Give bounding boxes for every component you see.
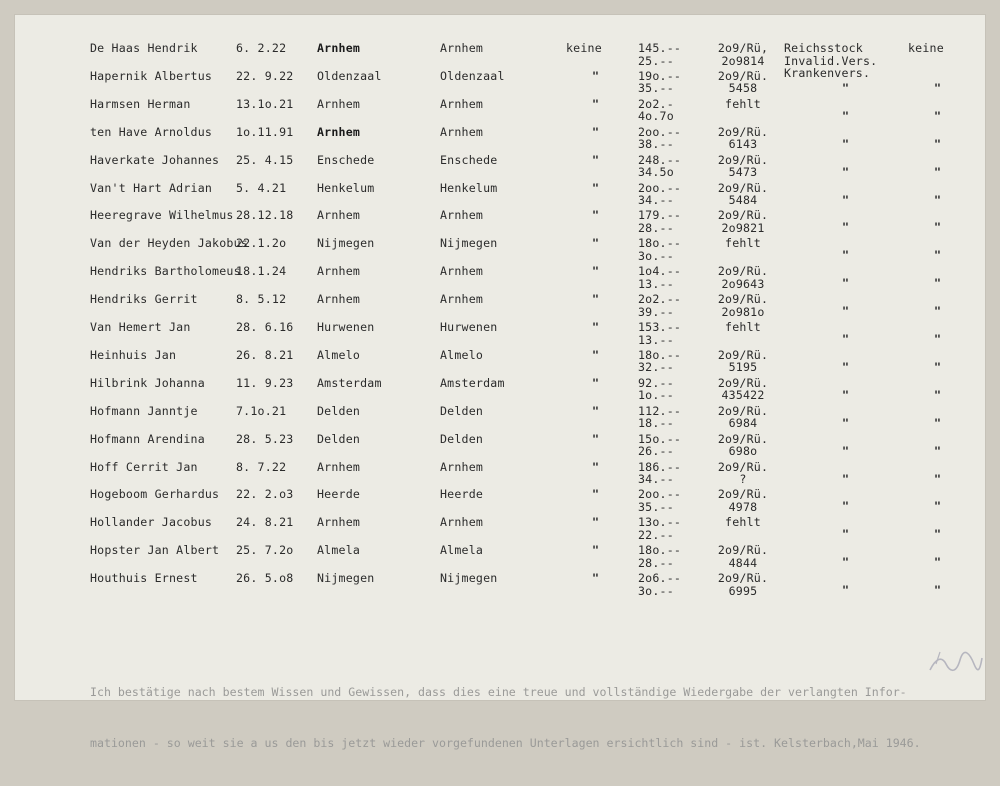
amounts: [638, 572, 681, 597]
insurance: ": [842, 499, 850, 514]
reference-number: [712, 544, 774, 569]
birthplace: Oldenzaal: [317, 68, 382, 83]
amount-primary: 1o4.--: [638, 264, 682, 279]
status-column: ": [592, 152, 600, 167]
birth-date: 26. 8.21: [236, 347, 294, 362]
amount-primary: 2o2.--: [638, 292, 682, 307]
reference-line-1: 2o9/Rü.: [717, 431, 769, 446]
insurance: ": [842, 304, 850, 319]
birth-date: 26. 5.o8: [236, 571, 294, 586]
record-row: [14, 405, 986, 433]
birth-date: 28. 6.16: [236, 320, 294, 334]
reference-line-2: 5473: [728, 165, 758, 180]
reference-number: [712, 98, 774, 111]
reference-line-2: 435422: [721, 388, 765, 403]
record-row: [14, 544, 986, 572]
last-column: ": [934, 332, 942, 346]
amounts: [638, 293, 681, 318]
birthplace: Nijmegen: [317, 571, 375, 586]
last-column: ": [934, 80, 942, 95]
reference-line-1: 2o9/Rü,: [717, 41, 769, 55]
status-column: ": [592, 208, 600, 223]
last-column: ": [934, 220, 942, 235]
person-name: Van Hemert Jan: [90, 320, 191, 334]
reference-line-2: 4978: [728, 499, 758, 514]
status-column: ": [592, 320, 600, 334]
amounts: [638, 377, 674, 402]
reference-line-1: 2o9/Rü.: [717, 571, 769, 586]
status-column: ": [592, 236, 600, 251]
status-column: ": [592, 124, 600, 139]
person-name: Hendriks Bartholomeus: [90, 264, 241, 279]
record-row: [14, 98, 986, 126]
reference-line-1: 2o9/Rü.: [717, 208, 769, 223]
insurance: ": [842, 248, 850, 263]
reference-number: [712, 488, 774, 513]
status-column: ": [592, 347, 600, 362]
amounts: [638, 209, 681, 234]
amounts: [638, 154, 681, 179]
reference-number: [712, 70, 774, 95]
status-column: ": [592, 180, 600, 195]
status-column: ": [592, 487, 600, 502]
insurance: ": [842, 332, 850, 346]
person-name: ten Have Arnoldus: [90, 124, 213, 139]
person-name: Heeregrave Wilhelmus: [90, 208, 234, 223]
residence: Heerde: [440, 487, 484, 502]
reference-number: [712, 154, 774, 179]
insurance: ": [842, 387, 850, 402]
amount-secondary: 3o.--: [638, 583, 674, 598]
residence: Arnhem: [440, 264, 484, 279]
reference-number: [712, 126, 774, 151]
record-row: [14, 154, 986, 182]
insurance: ": [842, 359, 850, 374]
amounts: [638, 544, 681, 569]
birthplace: Arnhem: [317, 124, 361, 139]
residence: Arnhem: [440, 515, 484, 530]
last-column: keine: [908, 41, 944, 55]
amount-secondary: 34.--: [638, 193, 674, 207]
birth-date: 13.1o.21: [236, 96, 294, 111]
reference-number: [712, 237, 774, 250]
reference-line-2: 2o981o: [721, 304, 765, 319]
amount-primary: 18o.--: [638, 347, 682, 362]
person-name: Houthuis Ernest: [90, 571, 198, 586]
amount-secondary: 1o.--: [638, 388, 674, 403]
birth-date: 8. 5.12: [236, 292, 287, 307]
person-name: Hofmann Janntje: [90, 403, 198, 418]
status-column: ": [592, 375, 600, 390]
reference-line-1: 2o9/Rü.: [717, 487, 769, 502]
reference-line-1: fehlt: [725, 320, 761, 334]
record-row: [14, 433, 986, 461]
last-column: ": [934, 387, 942, 402]
reference-line-1: 2o9/Rü.: [717, 292, 769, 307]
reference-line-2: 2o9814: [721, 53, 765, 68]
reference-number: [712, 182, 774, 207]
residence: Arnhem: [440, 41, 484, 55]
reference-line-2: 6984: [728, 416, 758, 431]
footer-line-1: Ich bestätige nach bestem Wissen und Gewissen, dass dies eine treue und vollständige Wiedergabe der verlangten Infor-: [90, 685, 907, 699]
birthplace: Heerde: [317, 487, 361, 502]
person-name: Hapernik Albertus: [90, 68, 213, 83]
last-column: ": [934, 248, 942, 263]
last-column: ": [934, 415, 942, 430]
birthplace: Almela: [317, 543, 361, 558]
person-name: Hopster Jan Albert: [90, 543, 220, 558]
reference-line-2: ?: [739, 472, 747, 486]
birthplace: Nijmegen: [317, 236, 375, 251]
reference-line-2: 6143: [728, 137, 758, 152]
amount-secondary: 28.--: [638, 555, 674, 570]
birthplace: Arnhem: [317, 96, 361, 111]
birthplace: Hurwenen: [317, 320, 375, 334]
reference-number: [712, 461, 774, 486]
reference-line-1: fehlt: [725, 515, 761, 530]
certification-footer: [90, 650, 950, 786]
record-row: [14, 572, 986, 600]
amount-primary: 19o.--: [638, 68, 682, 83]
person-name: Hendriks Gerrit: [90, 292, 198, 307]
residence: Amsterdam: [440, 375, 505, 390]
birth-date: 8. 7.22: [236, 459, 287, 474]
birthplace: Arnhem: [317, 264, 361, 279]
amount-primary: 18o.--: [638, 236, 682, 251]
record-row: [14, 516, 986, 544]
amount-primary: 2o2.-: [638, 96, 674, 111]
insurance: ": [842, 192, 850, 207]
status-column: ": [592, 403, 600, 418]
last-column: ": [934, 164, 942, 179]
status-column: keine: [566, 41, 602, 55]
birth-date: 7.1o.21: [236, 403, 287, 418]
birthplace: Arnhem: [317, 292, 361, 307]
person-name: Hogeboom Gerhardus: [90, 487, 220, 502]
amounts: [638, 265, 681, 290]
reference-line-2: 5458: [728, 81, 758, 96]
birthplace: Arnhem: [317, 208, 361, 223]
residence: Enschede: [440, 152, 498, 167]
residence: Arnhem: [440, 96, 484, 111]
status-column: ": [592, 264, 600, 279]
birth-date: 6. 2.22: [236, 41, 287, 55]
insurance: ": [842, 583, 850, 598]
residence: Almelo: [440, 347, 484, 362]
amount-secondary: 18.--: [638, 416, 674, 431]
amount-secondary: 26.--: [638, 444, 674, 459]
person-name: Haverkate Johannes: [90, 152, 220, 167]
reference-line-1: 2o9/Rü.: [717, 403, 769, 418]
birth-date: 28. 5.23: [236, 431, 294, 446]
reference-line-1: 2o9/Rü.: [717, 68, 769, 83]
amount-secondary: 34.--: [638, 472, 674, 486]
insurance: Reichsstock Invalid.Vers. Krankenvers.: [784, 41, 878, 80]
reference-number: [712, 349, 774, 374]
amounts: [638, 433, 681, 458]
reference-line-1: fehlt: [725, 96, 761, 111]
reference-line-2: 4844: [728, 555, 758, 570]
record-row: [14, 321, 986, 349]
record-row: [14, 237, 986, 265]
last-column: ": [934, 304, 942, 319]
reference-line-1: 2o9/Rü.: [717, 152, 769, 167]
footer-line-2: mationen - so weit sie a us den bis jetzt wieder vorgefundenen Unterlagen ersichtlich sind - ist. Kelsterbach,Mai 1946.: [90, 736, 921, 750]
insurance: ": [842, 136, 850, 151]
amount-secondary: 13.--: [638, 276, 674, 291]
amounts: [638, 237, 681, 262]
amount-primary: 2oo.--: [638, 180, 682, 195]
reference-line-1: 2o9/Rü.: [717, 543, 769, 558]
last-column: ": [934, 276, 942, 291]
residence: Arnhem: [440, 459, 484, 474]
last-column: ": [934, 136, 942, 151]
birth-date: 22. 9.22: [236, 68, 294, 83]
amounts: [638, 405, 681, 430]
amount-primary: 186.--: [638, 459, 682, 474]
birthplace: Almelo: [317, 347, 361, 362]
birth-date: 25. 4.15: [236, 152, 294, 167]
record-row: [14, 209, 986, 237]
residence: Arnhem: [440, 292, 484, 307]
record-row: [14, 461, 986, 489]
record-row: [14, 349, 986, 377]
person-name: Van der Heyden Jakobus: [90, 236, 248, 251]
amounts: [638, 182, 681, 207]
status-column: ": [592, 96, 600, 111]
reference-number: [712, 405, 774, 430]
amounts: [638, 349, 681, 374]
reference-line-1: 2o9/Rü.: [717, 124, 769, 139]
record-row: [14, 488, 986, 516]
record-row: [14, 377, 986, 405]
residence: Delden: [440, 403, 484, 418]
status-column: ": [592, 571, 600, 586]
reference-number: [712, 321, 774, 334]
reference-line-2: 5195: [728, 360, 758, 375]
last-column: ": [934, 499, 942, 514]
record-row: [14, 70, 986, 98]
amount-primary: 2o6.--: [638, 571, 682, 586]
birthplace: Delden: [317, 431, 361, 446]
status-column: ": [592, 459, 600, 474]
amount-primary: 2oo.--: [638, 487, 682, 502]
insurance: ": [842, 276, 850, 291]
reference-line-2: 5484: [728, 193, 758, 207]
amount-primary: 13o.--: [638, 515, 682, 530]
status-column: ": [592, 543, 600, 558]
last-column: ": [934, 192, 942, 207]
amount-secondary: 4o.7o: [638, 109, 674, 124]
reference-line-2: 6995: [728, 583, 758, 598]
reference-number: [712, 377, 774, 402]
status-column: ": [592, 515, 600, 530]
last-column: ": [934, 471, 942, 486]
amount-primary: 179.--: [638, 208, 682, 223]
amount-secondary: 35.--: [638, 81, 674, 96]
residence: Arnhem: [440, 124, 484, 139]
last-column: ": [934, 443, 942, 458]
birth-date: 11. 9.23: [236, 375, 294, 390]
residence: Oldenzaal: [440, 68, 505, 83]
reference-line-1: 2o9/Rü.: [717, 180, 769, 195]
last-column: ": [934, 108, 942, 123]
reference-number: [712, 42, 774, 67]
amount-secondary: 28.--: [638, 220, 674, 235]
amounts: [638, 98, 674, 123]
insurance: ": [842, 80, 850, 95]
birth-date: 22. 2.o3: [236, 487, 294, 502]
insurance: ": [842, 220, 850, 235]
amount-secondary: 34.5o: [638, 165, 674, 180]
amounts: [638, 516, 681, 541]
record-row: [14, 265, 986, 293]
record-row: [14, 182, 986, 210]
person-name: Hollander Jacobus: [90, 515, 213, 530]
residence: Delden: [440, 431, 484, 446]
amount-secondary: 13.--: [638, 332, 674, 347]
reference-line-2: 698o: [728, 444, 758, 459]
residence: Hurwenen: [440, 320, 498, 334]
reference-number: [712, 265, 774, 290]
insurance: ": [842, 527, 850, 542]
birthplace: Arnhem: [317, 41, 361, 55]
record-row: [14, 293, 986, 321]
person-name: Van't Hart Adrian: [90, 180, 213, 195]
amount-primary: 145.--: [638, 41, 682, 55]
last-column: ": [934, 555, 942, 570]
amount-secondary: 25.--: [638, 53, 674, 68]
handwritten-signature: [926, 646, 984, 680]
residence: Nijmegen: [440, 236, 498, 251]
reference-line-1: 2o9/Rü.: [717, 264, 769, 279]
insurance: ": [842, 443, 850, 458]
birth-date: 25. 7.2o: [236, 543, 294, 558]
amount-secondary: 32.--: [638, 360, 674, 375]
birth-date: 1o.11.91: [236, 124, 294, 139]
birth-date: 5. 4.21: [236, 180, 287, 195]
birthplace: Amsterdam: [317, 375, 382, 390]
amounts: [638, 461, 681, 486]
last-column: ": [934, 583, 942, 598]
insurance: ": [842, 108, 850, 123]
birthplace: Henkelum: [317, 180, 375, 195]
amount-primary: 2oo.--: [638, 124, 682, 139]
person-name: Heinhuis Jan: [90, 347, 177, 362]
amount-secondary: 22.--: [638, 527, 674, 542]
amounts: [638, 488, 681, 513]
insurance: ": [842, 471, 850, 486]
reference-line-2: 2o9643: [721, 276, 765, 291]
person-name: Hofmann Arendina: [90, 431, 205, 446]
residence: Arnhem: [440, 208, 484, 223]
reference-line-2: 2o9821: [721, 220, 765, 235]
birthplace: Arnhem: [317, 515, 361, 530]
person-name: Harmsen Herman: [90, 96, 191, 111]
amount-primary: 153.--: [638, 320, 682, 334]
reference-number: [712, 433, 774, 458]
amounts: [638, 126, 681, 151]
person-name: De Haas Hendrik: [90, 41, 198, 55]
residence: Henkelum: [440, 180, 498, 195]
amount-primary: 15o.--: [638, 431, 682, 446]
birth-date: 24. 8.21: [236, 515, 294, 530]
amount-primary: 92.--: [638, 375, 674, 390]
birth-date: 18.1.24: [236, 264, 287, 279]
insurance: ": [842, 555, 850, 570]
amount-secondary: 35.--: [638, 499, 674, 514]
amount-primary: 18o.--: [638, 543, 682, 558]
amounts: [638, 321, 681, 346]
birthplace: Arnhem: [317, 459, 361, 474]
residence: Nijmegen: [440, 571, 498, 586]
reference-number: [712, 516, 774, 529]
amount-secondary: 39.--: [638, 304, 674, 319]
record-row: [14, 126, 986, 154]
amount-primary: 112.--: [638, 403, 682, 418]
reference-line-1: 2o9/Rü.: [717, 347, 769, 362]
status-column: ": [592, 431, 600, 446]
insurance: ": [842, 415, 850, 430]
amounts: [638, 70, 681, 95]
amount-secondary: 38.--: [638, 137, 674, 152]
document-page: [14, 14, 986, 750]
last-column: ": [934, 359, 942, 374]
reference-number: [712, 209, 774, 234]
birthplace: Delden: [317, 403, 361, 418]
reference-line-1: 2o9/Rü.: [717, 375, 769, 390]
status-column: ": [592, 292, 600, 307]
birth-date: 22.1.2o: [236, 236, 287, 251]
person-name: Hoff Cerrit Jan: [90, 459, 198, 474]
amount-secondary: 3o.--: [638, 248, 674, 263]
status-column: ": [592, 68, 600, 83]
birthplace: Enschede: [317, 152, 375, 167]
amounts: [638, 42, 681, 67]
birth-date: 28.12.18: [236, 208, 294, 223]
residence: Almela: [440, 543, 484, 558]
person-name: Hilbrink Johanna: [90, 375, 205, 390]
reference-number: [712, 572, 774, 597]
reference-line-1: 2o9/Rü.: [717, 459, 769, 474]
last-column: ": [934, 527, 942, 542]
insurance: ": [842, 164, 850, 179]
reference-line-1: fehlt: [725, 236, 761, 251]
amount-primary: 248.--: [638, 152, 682, 167]
reference-number: [712, 293, 774, 318]
